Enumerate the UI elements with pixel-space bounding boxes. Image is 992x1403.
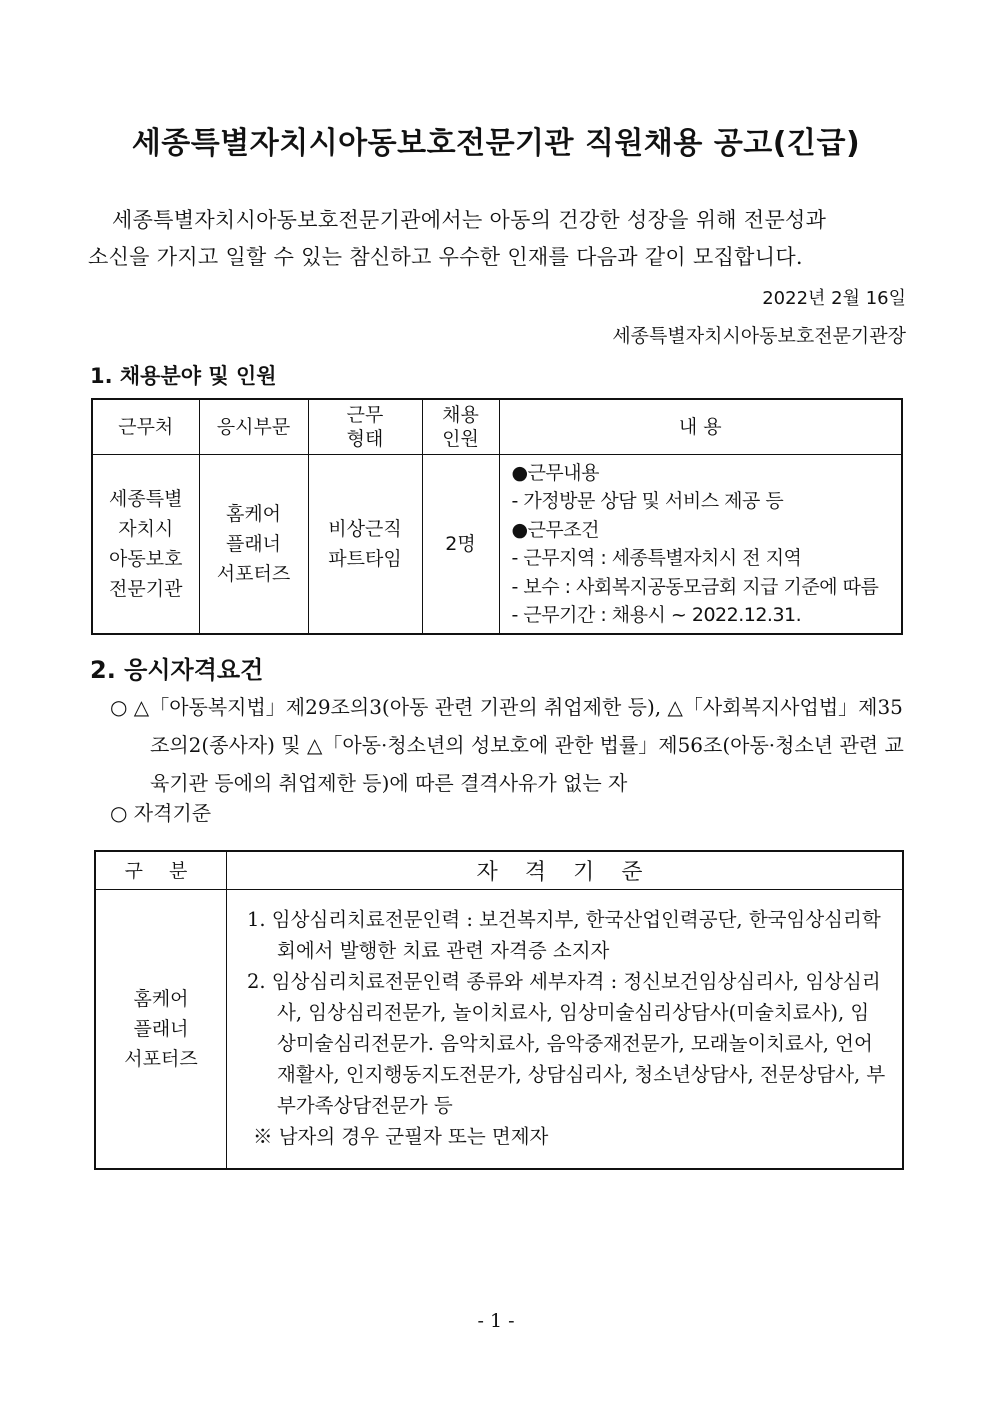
cell-workplace [92,454,199,634]
header-division-text: 응시부문 [216,415,291,438]
division-line: 홈케어 [225,502,282,525]
workplace-line: 아동보호 [109,547,183,570]
workplace-line: 전문기관 [109,577,183,600]
header-content [499,399,902,454]
requirement-disqualification [110,688,910,802]
header-criteria: 자 격 기 준 [227,851,904,890]
work-type-line: 파트타임 [328,547,402,570]
intro-line-2: 소신을 가지고 일할 수 있는 참신하고 우수한 인재를 다음과 같이 모집합니다. [88,245,803,269]
hire-count: 2명 [445,532,476,555]
content-line: - 보수 : 사회복지공동모금회 지급 기준에 따름 [511,575,879,598]
header-division [199,399,308,454]
recruitment-table-header [92,399,902,454]
content-line: ●근무조건 [511,518,599,541]
section-2-heading: 2. 응시자격요건 [90,656,264,684]
cell-count [422,454,499,634]
announcement-date: 2022년 2월 16일 [762,288,906,309]
content-line: - 근무기간 : 채용시 ~ 2022.12.31. [511,604,802,626]
content-line: - 가정방문 상담 및 서비스 제공 등 [511,490,784,512]
requirement-qualification-label: ○ 자격기준 [110,801,212,825]
page-title: 세종특별자치시아동보호전문기관 직원채용 공고(긴급) [131,126,861,161]
header-content-text: 내 용 [678,415,722,438]
header-count [422,399,499,454]
qualification-table-header [95,851,903,890]
qualification-table-row [95,890,903,1170]
cell-content [499,454,902,634]
intro-line-1: 세종특별자치시아동보호전문기관에서는 아동의 건강한 성장을 위해 전문성과 [112,208,827,232]
content-line: ●근무내용 [511,461,599,484]
header-line: 형태 [346,427,384,450]
issuer-name: 세종특별자치시아동보호전문기관장 [612,325,906,347]
criteria-item: 1. 임상심리치료전문인력 : 보건복지부, 한국산업인력공단, 한국임상심리학회에서 발행한 치료 관련 자격증 소지자 [247,908,881,962]
content-line: - 근무지역 : 세종특별자치시 전 지역 [511,547,802,569]
recruitment-table [91,398,903,635]
section-1-heading: 1. 채용분야 및 인원 [90,364,277,388]
header-category: 구 분 [95,851,227,890]
header-work-type [308,399,422,454]
header-workplace-text: 근무처 [118,415,174,438]
cell-criteria [227,890,904,1170]
workplace-line: 세종특별 [109,487,183,510]
category-line: 플래너 [133,1018,189,1040]
work-type-line: 비상근직 [328,517,402,540]
division-line: 플래너 [225,532,282,555]
division-line: 서포터즈 [216,562,291,585]
category-line: 서포터즈 [124,1048,198,1070]
recruitment-table-row [92,454,902,634]
criteria-item: 2. 임상심리치료전문인력 종류와 세부자격 : 정신보건임상심리사, 임상심리사, 임상심리전문가, 놀이치료사, 임상미술심리상담사(미술치료사), 임상미술심리전문가. 음악치료사, 음악중재전문가, 모래놀이치료사, 언어재활사, 인지행동지도전문가, 상담심리사, 청소년상담사, 전문상담사, 부부가족상담전문가 등 [247,970,886,1117]
header-line: 근무 [346,403,384,426]
header-line: 인원 [442,427,479,450]
page-number: - 1 - [477,1310,515,1332]
workplace-line: 자치시 [118,517,174,540]
header-line: 채용 [442,403,479,426]
cell-work-type [308,454,422,634]
requirement-disqualification-text: ○ △「아동복지법」제29조의3(아동 관련 기관의 취업제한 등), △「사회복지사업법」제35조의2(종사자) 및 △「아동·청소년의 성보호에 관한 법률」제56조(아동·청소년 관련 교육기관 등에의 취업제한 등)에 따른 결격사유가 없는 자 [110,695,904,795]
category-line: 홈케어 [133,988,189,1010]
criteria-note: ※ 남자의 경우 군필자 또는 면제자 [253,1125,549,1148]
header-workplace [92,399,199,454]
cell-category [95,890,227,1170]
cell-division [199,454,308,634]
qualification-table [94,850,904,1170]
